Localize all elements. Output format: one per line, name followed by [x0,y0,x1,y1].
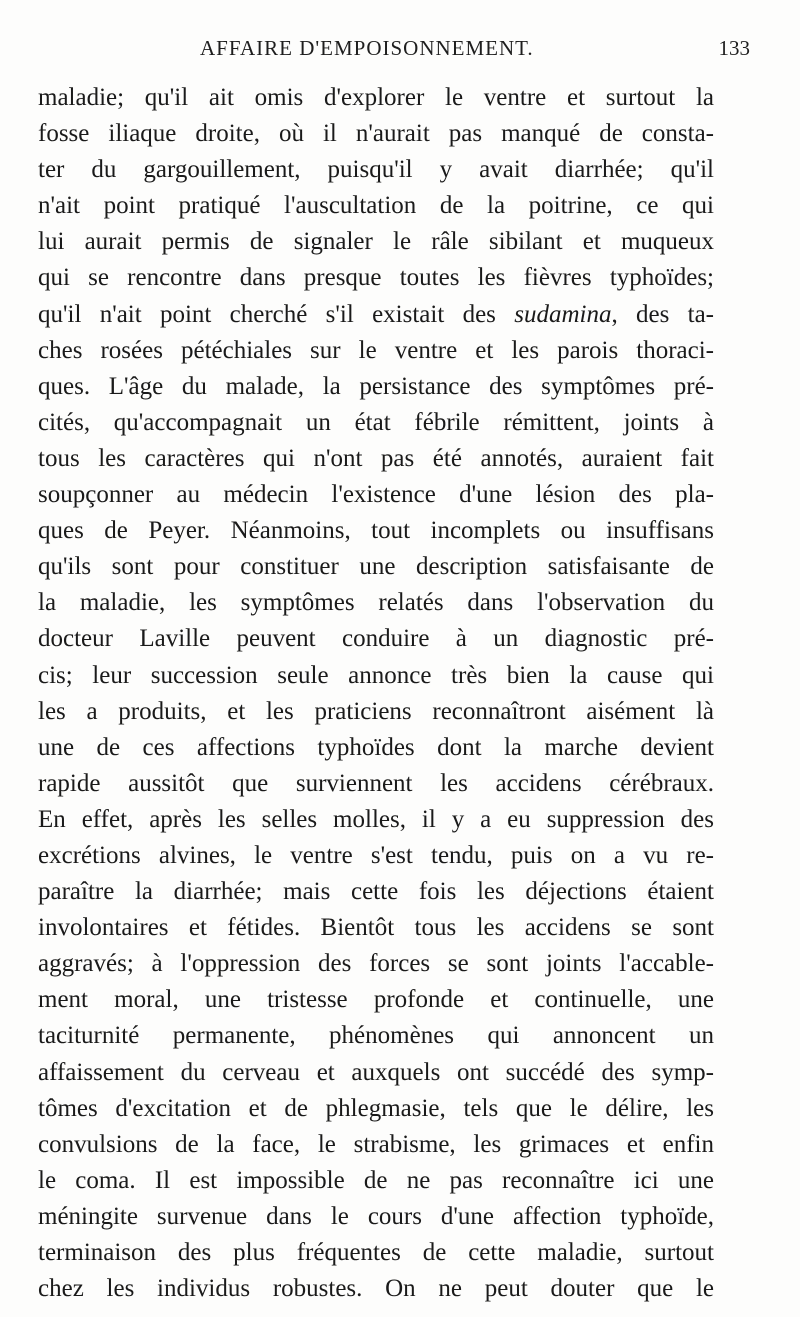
text-line: excrétions alvines, le ventre s'est tendu, puis on a vu re- [38,841,714,869]
text-line: En effet, après les selles molles, il y a eu suppression des [38,805,714,833]
text-line: involontaires et fétides. Bientôt tous les accidens se sont [38,914,714,942]
text-line: ques. L'âge du malade, la persistance des symptômes pré- [38,372,714,400]
text-line: maladie; qu'il ait omis d'explorer le ventre et surtout la [38,84,714,111]
text-line: taciturnité permanente, phénomènes qui annoncent un [38,1022,714,1050]
body-text [38,80,714,1307]
text-line: la maladie, les symptômes relatés dans l'observation du [38,589,714,617]
text-line: lui aurait permis de signaler le râle sibilant et muqueux [38,228,714,256]
text-line: une de ces affections typhoïdes dont la marche devient [38,733,714,761]
text-line: ter du gargouillement, puisqu'il y avait diarrhée; qu'il [38,156,714,184]
text-segment: , des ta- [611,300,714,328]
text-line: terminaison des plus fréquentes de cette maladie, surtout [38,1239,714,1266]
text-line: rapide aussitôt que surviennent les accidens cérébraux. [38,769,714,797]
text-line: docteur Laville peuvent conduire à un diagnostic pré- [38,625,714,653]
italic-term: sudamina [514,300,612,328]
text-line: aggravés; à l'oppression des forces se sont joints l'accable- [38,950,714,978]
page-header [40,36,750,68]
text-line: ches rosées pétéchiales sur le ventre et les parois thoraci- [38,336,714,364]
text-line: paraître la diarrhée; mais cette fois les déjections étaient [38,878,714,906]
text-line: tous les caractères qui n'ont pas été annotés, auraient fait [38,444,714,472]
running-title: AFFAIRE D'EMPOISONNEMENT. [200,36,534,60]
text-line: ment moral, une tristesse profonde et continuelle, une [38,986,714,1014]
text-line: méningite survenue dans le cours d'une affection typhoïde, [38,1202,714,1230]
page-number: 133 [718,36,750,60]
text-line: chez les individus robustes. On ne peut douter que le [38,1275,714,1303]
text-line: affaissement du cerveau et auxquels ont succédé des symp- [38,1058,714,1086]
text-line: les a produits, et les praticiens reconnaîtront aisément là [38,697,714,725]
text-line: n'ait point pratiqué l'auscultation de la poitrine, ce qui [38,192,714,220]
text-line [38,297,714,333]
text-line: tômes d'excitation et de phlegmasie, tels que le délire, les [38,1094,714,1122]
text-line: qu'ils sont pour constituer une description satisfaisante de [38,553,714,581]
text-segment: qu'il n'ait point cherché s'il existait des [38,300,515,328]
text-line: convulsions de la face, le strabisme, les grimaces et enfin [38,1130,714,1158]
text-line: fosse iliaque droite, où il n'aurait pas manqué de consta- [38,120,714,148]
text-line: qui se rencontre dans presque toutes les fièvres typhoïdes; [38,264,714,292]
text-line: le coma. Il est impossible de ne pas reconnaître ici une [38,1166,714,1194]
text-line: soupçonner au médecin l'existence d'une lésion des pla- [38,481,714,509]
text-line: cités, qu'accompagnait un état fébrile rémittent, joints à [38,408,714,436]
text-line: cis; leur succession seule annonce très bien la cause qui [38,661,714,689]
text-line: ques de Peyer. Néanmoins, tout incomplets ou insuffisans [38,517,714,545]
